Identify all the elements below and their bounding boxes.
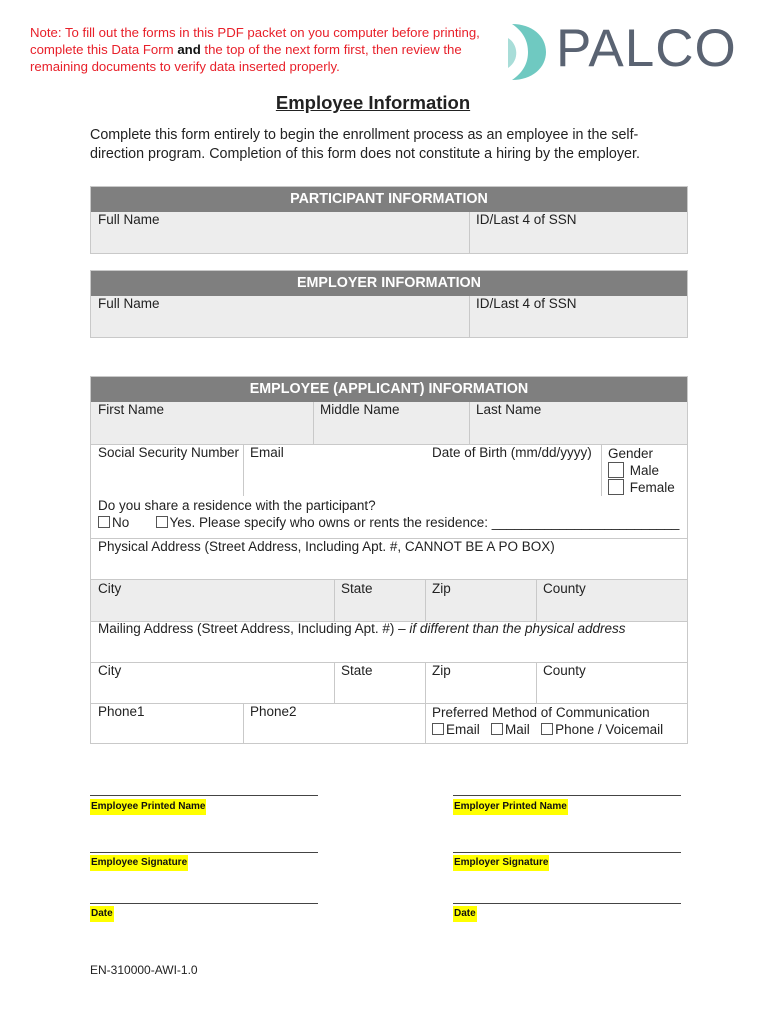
participant-full-name-label: Full Name: [98, 212, 160, 227]
residence-question: Do you share a residence with the participant?: [98, 498, 376, 513]
participant-section: [90, 186, 688, 254]
gender-label: Gender: [608, 446, 654, 461]
mailing-zip-label: Zip: [432, 663, 451, 678]
first-name-label: First Name: [98, 402, 165, 417]
instruction-note: [30, 24, 490, 75]
pref-mail-label: Mail: [505, 722, 530, 737]
email-label: Email: [250, 445, 284, 460]
employer-id-label: ID/Last 4 of SSN: [476, 296, 577, 311]
ssn-field[interactable]: [91, 439, 246, 466]
city-label: City: [98, 581, 122, 596]
email-field[interactable]: [243, 439, 291, 466]
middle-name-field[interactable]: [313, 396, 407, 423]
employer-date-line[interactable]: [453, 903, 681, 904]
dob-field[interactable]: [425, 439, 599, 466]
employee-heading: EMPLOYEE (APPLICANT) INFORMATION: [91, 377, 687, 402]
employer-section: [90, 270, 688, 338]
male-label: Male: [629, 463, 660, 478]
mailing-city-field[interactable]: [91, 657, 128, 684]
employee-date-line[interactable]: [90, 903, 318, 904]
employee-section: [90, 376, 688, 744]
mailing-state-field[interactable]: [334, 657, 380, 684]
phone2-label: Phone2: [250, 704, 297, 719]
employee-date-label: Date: [90, 906, 114, 922]
pref-email-label: Email: [446, 722, 480, 737]
form-code: EN-310000-AWI-1.0: [90, 963, 198, 977]
state-label: State: [341, 581, 373, 596]
employer-signature-line[interactable]: [453, 852, 681, 853]
logo-wordmark: PALCO: [556, 19, 737, 78]
physical-address-field[interactable]: [91, 533, 562, 560]
male-checkbox[interactable]: [608, 462, 624, 478]
phone1-label: Phone1: [98, 704, 145, 719]
employer-full-name[interactable]: [91, 290, 167, 317]
middle-name-label: Middle Name: [320, 402, 400, 417]
employer-heading: EMPLOYER INFORMATION: [91, 271, 687, 296]
phone1-field[interactable]: [91, 698, 152, 725]
physical-address-label: Physical Address (Street Address, Including Apt. #, CANNOT BE A PO BOX): [98, 539, 555, 554]
mailing-address-label: Mailing Address (Street Address, Including Apt. #) –: [98, 621, 410, 636]
zip-label: Zip: [432, 581, 451, 596]
employee-printed-label: Employee Printed Name: [90, 799, 206, 815]
pref-phone-label: Phone / Voicemail: [555, 722, 664, 737]
participant-full-name[interactable]: [91, 206, 167, 233]
employer-date-label: Date: [453, 906, 477, 922]
residence-no-label: No: [112, 515, 130, 530]
mailing-state-label: State: [341, 663, 373, 678]
first-name-field[interactable]: [91, 396, 171, 423]
employer-id[interactable]: [469, 290, 584, 317]
mailing-county-label: County: [543, 663, 586, 678]
ssn-label: Social Security Number: [98, 445, 240, 460]
city-field[interactable]: [91, 575, 128, 602]
palco-logo: [506, 16, 744, 84]
participant-id[interactable]: [469, 206, 584, 233]
preferred-label: Preferred Method of Communication: [432, 705, 650, 720]
state-field[interactable]: [334, 575, 380, 602]
employer-signature-label: Employer Signature: [453, 855, 549, 871]
county-label: County: [543, 581, 586, 596]
last-name-field[interactable]: [469, 396, 548, 423]
phone2-field[interactable]: [243, 698, 304, 725]
pref-phone-checkbox[interactable]: [541, 723, 553, 735]
pref-mail-checkbox[interactable]: [491, 723, 503, 735]
employee-signature-label: Employee Signature: [90, 855, 188, 871]
note-text-2: the top of the next form first, then review the remaining documents to verify data inserted properly.: [30, 42, 462, 74]
residence-yes-checkbox[interactable]: [156, 516, 168, 528]
dob-label: Date of Birth (mm/dd/yyyy): [432, 445, 592, 460]
page-title: Employee Information: [275, 92, 471, 113]
preferred-communication: [425, 698, 670, 744]
zip-field[interactable]: [425, 575, 458, 602]
residence-yes-label: Yes. Please specify who owns or rents the residence: _________________________: [169, 515, 680, 530]
employer-printed-line[interactable]: [453, 795, 681, 796]
residence-no-checkbox[interactable]: [98, 516, 110, 528]
employer-printed-label: Employer Printed Name: [453, 799, 568, 815]
palco-logo-icon: [506, 20, 556, 84]
intro-text: Complete this form entirely to begin the enrollment process as an employee in the self-direction program. Completion of this form does not constitute a hiring by the employer.: [90, 127, 640, 162]
pref-email-checkbox[interactable]: [432, 723, 444, 735]
participant-heading: PARTICIPANT INFORMATION: [91, 187, 687, 212]
last-name-label: Last Name: [476, 402, 542, 417]
participant-id-label: ID/Last 4 of SSN: [476, 212, 577, 227]
note-text-1: Note: To fill out the forms in this PDF packet on you computer before printing, complete this Data Form: [30, 25, 480, 57]
mailing-address-note: if different than the physical address: [409, 621, 626, 636]
residence-group: [91, 491, 686, 537]
mailing-county-field[interactable]: [536, 657, 593, 684]
employer-full-name-label: Full Name: [98, 296, 160, 311]
mailing-zip-field[interactable]: [425, 657, 458, 684]
county-field[interactable]: [536, 575, 593, 602]
mailing-address-field[interactable]: [91, 615, 633, 642]
female-label: Female: [629, 480, 675, 495]
employee-printed-line[interactable]: [90, 795, 318, 796]
employee-signature-line[interactable]: [90, 852, 318, 853]
note-bold: and: [177, 42, 201, 57]
mailing-city-label: City: [98, 663, 122, 678]
